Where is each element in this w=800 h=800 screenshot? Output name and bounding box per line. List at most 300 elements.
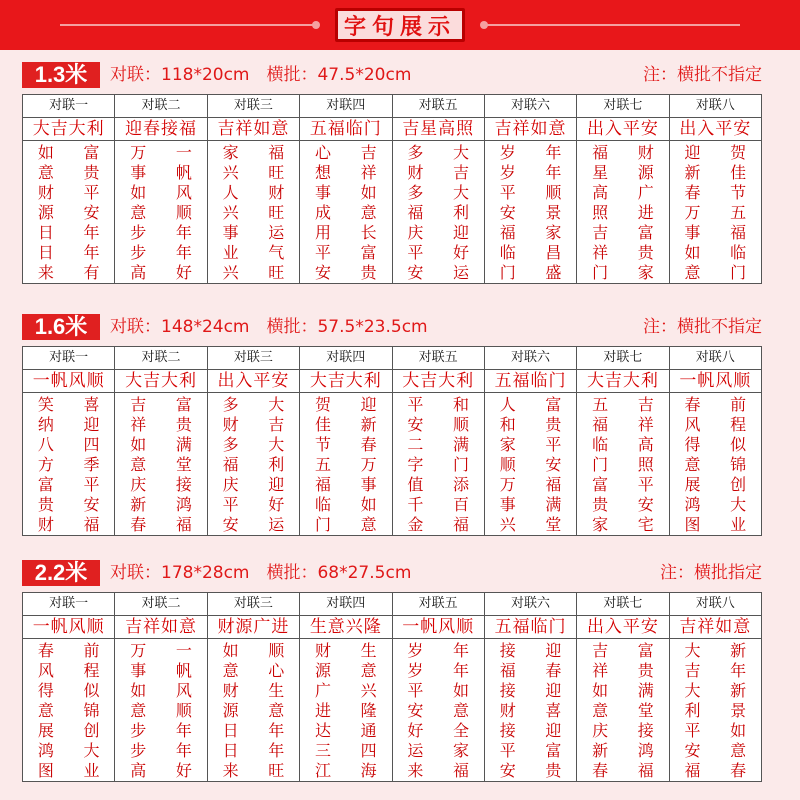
couplet-char: 平 [637,475,654,494]
couplet-char: 百 [453,495,470,514]
couplet-char: 贵 [545,415,562,434]
couplet-char: 岁 [499,163,516,182]
couplet-char: 福 [407,203,424,222]
couplet-char: 接 [499,641,516,660]
section-note: 注：横批指定 [660,563,762,583]
couplet-char: 贵 [83,163,100,182]
couplet-char: 心 [268,661,285,680]
couplet-char: 门 [314,515,331,534]
couplet-char: 大 [453,143,470,162]
couplet-column [577,347,669,535]
couplet-char: 新 [592,741,609,760]
couplet-label: 对联六 [485,95,576,118]
couplet-right-line [638,143,654,283]
couplet-char: 步 [130,223,147,242]
couplet-char: 创 [83,721,100,740]
couplet-char: 高 [130,761,147,780]
couplet-char: 庆 [130,475,147,494]
couplet-char: 运 [407,741,424,760]
section-note: 注：横批不指定 [643,65,762,85]
couplet-left-line [38,143,54,283]
couplet-char: 门 [453,455,470,474]
couplet-char: 意 [453,701,470,720]
couplet-char: 佳 [730,163,747,182]
couplet-label: 对联二 [115,593,206,616]
couplet-char: 来 [222,761,239,780]
couplet-left-line [315,395,331,535]
couplet-char: 平 [83,183,100,202]
couplet-char: 如 [730,721,747,740]
couplet-char: 满 [175,435,192,454]
couplet-label: 对联二 [115,95,206,118]
couplet-char: 五 [592,395,609,414]
couplet-label: 对联三 [208,95,299,118]
couplet-label: 对联六 [485,347,576,370]
couplet-char: 临 [314,495,331,514]
couplet-label: 对联八 [670,95,761,118]
couplet-char: 来 [37,263,54,282]
couplet-char: 迎 [545,681,562,700]
couplet-char: 福 [637,761,654,780]
couplet-label: 对联三 [208,593,299,616]
couplet-char: 财 [499,701,516,720]
couplet-char: 好 [175,761,192,780]
couplet-char: 事 [360,475,377,494]
horizontal-scroll-text: 财源广进 [208,616,299,639]
couplet-char: 图 [684,515,701,534]
top-banner [0,0,800,50]
couplet-left-line [684,395,700,535]
couplet-char: 富 [637,641,654,660]
couplet-char: 利 [453,203,470,222]
couplet-char: 祥 [130,415,147,434]
couplet-pair [115,639,206,781]
couplet-char: 贺 [730,143,747,162]
horizontal-scroll-text: 一帆风顺 [23,616,114,639]
couplet-char: 平 [499,183,516,202]
couplet-char: 顺 [453,415,470,434]
couplet-char: 利 [684,701,701,720]
couplet-left-line [38,395,54,535]
couplet-char: 好 [453,243,470,262]
couplet-pair [485,393,576,535]
couplet-char: 笑 [37,395,54,414]
couplet-char: 步 [130,721,147,740]
size-spec: 对联：118*20cm 横批：47.5*20cm [110,65,412,85]
couplet-grid [22,94,762,284]
couplet-column [577,593,669,781]
size-badge: 1.3米 [22,62,100,88]
couplet-char: 图 [37,761,54,780]
couplet-char: 安 [407,263,424,282]
couplet-char: 贵 [37,495,54,514]
couplet-pair [208,141,299,283]
couplet-char: 安 [83,495,100,514]
couplet-char: 祥 [360,163,377,182]
couplet-char: 年 [175,243,192,262]
couplet-char: 迎 [545,721,562,740]
couplet-char: 顺 [499,455,516,474]
couplet-char: 事 [130,661,147,680]
couplet-char: 春 [130,515,147,534]
couplet-char: 顺 [175,701,192,720]
horizontal-scroll-text: 吉祥如意 [115,616,206,639]
couplet-label: 对联一 [23,593,114,616]
horizontal-scroll-text: 吉星高照 [393,118,484,141]
couplet-char: 事 [314,183,331,202]
couplet-left-line [223,641,239,781]
couplet-label: 对联六 [485,593,576,616]
couplet-char: 如 [130,435,147,454]
couplet-char: 节 [314,435,331,454]
couplet-label: 对联八 [670,347,761,370]
couplet-char: 新 [730,641,747,660]
couplet-char: 旺 [268,203,285,222]
couplet-char: 得 [37,681,54,700]
couplet-column [115,347,207,535]
couplet-label: 对联一 [23,95,114,118]
couplet-char: 喜 [83,395,100,414]
couplet-char: 年 [175,721,192,740]
couplet-right-line [638,641,654,781]
couplet-char: 如 [37,143,54,162]
couplet-char: 星 [592,163,609,182]
couplet-char: 帆 [175,163,192,182]
couplet-pair [300,141,391,283]
couplet-char: 意 [360,661,377,680]
couplet-char: 家 [499,435,516,454]
couplet-column [393,95,485,283]
couplet-char: 意 [130,203,147,222]
page-title: 字句展示 [343,13,456,40]
couplet-char: 贵 [637,661,654,680]
couplet-char: 利 [268,455,285,474]
couplet-char: 财 [37,183,54,202]
couplet-right-line [545,143,561,283]
couplet-char: 一 [175,641,192,660]
couplet-char: 庆 [407,223,424,242]
horizontal-scroll-text: 大吉大利 [115,370,206,393]
couplet-label: 对联五 [393,347,484,370]
couplet-left-line [592,395,608,535]
couplet-char: 前 [730,395,747,414]
couplet-char: 高 [130,263,147,282]
couplet-char: 福 [453,761,470,780]
couplet-char: 如 [222,641,239,660]
couplet-char: 堂 [175,455,192,474]
couplet-char: 贺 [314,395,331,414]
couplet-char: 安 [314,263,331,282]
couplet-left-line [684,641,700,781]
couplet-char: 步 [130,741,147,760]
couplet-char: 事 [130,163,147,182]
couplet-char: 贵 [360,263,377,282]
couplet-char: 祥 [592,243,609,262]
couplet-char: 意 [684,263,701,282]
couplet-char: 年 [175,741,192,760]
couplet-char: 富 [175,395,192,414]
couplet-char: 如 [130,183,147,202]
couplet-char: 贵 [545,761,562,780]
couplet-char: 源 [637,163,654,182]
couplet-char: 进 [314,701,331,720]
horizontal-scroll-text: 五福临门 [485,370,576,393]
couplet-char: 平 [222,495,239,514]
couplet-char: 旺 [268,761,285,780]
couplet-char: 业 [222,243,239,262]
section-header [22,560,762,586]
couplet-grid [22,346,762,536]
couplet-char: 兴 [360,681,377,700]
couplet-char: 财 [268,183,285,202]
couplet-char: 满 [545,495,562,514]
couplet-label: 对联七 [577,593,668,616]
couplet-char: 平 [684,721,701,740]
couplet-char: 堂 [545,515,562,534]
section-header [22,62,762,88]
couplet-char: 春 [684,183,701,202]
horizontal-scroll-text: 大吉大利 [23,118,114,141]
couplet-pair [23,393,114,535]
couplet-char: 祥 [637,415,654,434]
couplet-char: 安 [222,515,239,534]
couplet-column [485,347,577,535]
couplet-char: 隆 [360,701,377,720]
couplet-column [115,593,207,781]
couplet-char: 门 [592,263,609,282]
couplet-char: 平 [499,741,516,760]
couplet-right-line [453,395,469,535]
couplet-pair [115,141,206,283]
couplet-char: 意 [360,203,377,222]
horizontal-scroll-text: 一帆风顺 [670,370,761,393]
couplet-char: 安 [407,701,424,720]
couplet-char: 金 [407,515,424,534]
couplet-char: 安 [684,741,701,760]
couplet-char: 兴 [222,163,239,182]
couplet-char: 广 [314,681,331,700]
couplet-char: 节 [730,183,747,202]
couplet-char: 福 [684,761,701,780]
couplet-char: 贵 [175,415,192,434]
couplet-char: 日 [37,243,54,262]
couplet-left-line [223,143,239,283]
couplet-column [300,347,392,535]
horizontal-scroll-text: 五福临门 [485,616,576,639]
couplet-char: 五 [730,203,747,222]
couplet-left-line [38,641,54,781]
couplet-column [208,347,300,535]
couplet-char: 年 [175,223,192,242]
couplet-column [300,95,392,283]
couplet-pair [23,639,114,781]
couplet-right-line [176,395,192,535]
couplet-char: 万 [360,455,377,474]
couplet-char: 高 [592,183,609,202]
horizontal-scroll-text: 一帆风顺 [393,616,484,639]
couplet-char: 财 [222,681,239,700]
couplet-char: 鸿 [684,495,701,514]
couplet-left-line [130,641,146,781]
couplet-char: 意 [684,455,701,474]
couplet-pair [393,639,484,781]
couplet-left-line [223,395,239,535]
couplet-char: 千 [407,495,424,514]
couplet-right-line [84,641,100,781]
horizontal-scroll-text: 吉祥如意 [670,616,761,639]
couplet-char: 如 [453,681,470,700]
couplet-char: 福 [314,475,331,494]
couplet-column [23,593,115,781]
couplet-char: 江 [314,761,331,780]
couplet-char: 帆 [175,661,192,680]
horizontal-scroll-text: 出入平安 [577,616,668,639]
couplet-char: 岁 [407,661,424,680]
couplet-char: 风 [175,183,192,202]
couplet-char: 春 [37,641,54,660]
couplet-char: 福 [83,515,100,534]
couplet-char: 如 [130,681,147,700]
couplet-char: 吉 [592,641,609,660]
couplet-char: 年 [453,661,470,680]
decorative-line-right [485,24,740,26]
couplet-char: 家 [637,263,654,282]
couplet-column [23,347,115,535]
couplet-char: 福 [592,415,609,434]
couplet-char: 接 [637,721,654,740]
couplet-char: 庆 [592,721,609,740]
couplet-right-line [453,143,469,283]
couplet-char: 日 [222,721,239,740]
couplet-char: 事 [222,223,239,242]
couplet-char: 顺 [545,183,562,202]
couplet-char: 意 [130,455,147,474]
couplet-char: 鸿 [637,741,654,760]
couplet-char: 日 [37,223,54,242]
couplet-char: 意 [360,515,377,534]
couplet-char: 平 [83,475,100,494]
couplet-right-line [84,395,100,535]
couplet-char: 平 [545,435,562,454]
couplet-char: 福 [730,223,747,242]
couplet-char: 似 [730,435,747,454]
couplet-char: 大 [453,183,470,202]
couplet-char: 门 [730,263,747,282]
couplet-char: 气 [268,243,285,262]
couplet-char: 堂 [637,701,654,720]
couplet-char: 万 [499,475,516,494]
couplet-char: 财 [314,641,331,660]
size-badge: 1.6米 [22,314,100,340]
couplet-char: 富 [360,243,377,262]
couplet-pair [208,639,299,781]
couplet-column [485,593,577,781]
couplet-right-line [268,395,284,535]
couplet-char: 景 [545,203,562,222]
couplet-char: 意 [222,661,239,680]
couplet-char: 新 [730,681,747,700]
couplet-char: 意 [37,701,54,720]
couplet-char: 家 [592,515,609,534]
couplet-char: 新 [130,495,147,514]
couplet-label: 对联四 [300,347,391,370]
couplet-char: 好 [175,263,192,282]
couplet-char: 海 [360,761,377,780]
couplet-char: 季 [83,455,100,474]
couplet-char: 平 [314,243,331,262]
couplet-left-line [130,143,146,283]
couplet-char: 旺 [268,263,285,282]
couplet-left-line [315,641,331,781]
couplet-char: 锦 [83,701,100,720]
couplet-char: 迎 [684,143,701,162]
couplet-char: 财 [222,415,239,434]
couplet-char: 迎 [83,415,100,434]
couplet-char: 纳 [37,415,54,434]
couplet-char: 来 [407,761,424,780]
page-title-box [335,8,465,42]
couplet-char: 年 [453,641,470,660]
couplet-right-line [545,395,561,535]
couplet-char: 大 [730,495,747,514]
couplet-char: 大 [83,741,100,760]
couplet-char: 程 [83,661,100,680]
couplet-char: 临 [499,243,516,262]
couplet-char: 大 [684,641,701,660]
couplet-char: 和 [499,415,516,434]
couplet-char: 源 [314,661,331,680]
couplet-char: 好 [407,721,424,740]
couplet-char: 一 [175,143,192,162]
couplet-char: 接 [499,721,516,740]
couplet-char: 年 [268,721,285,740]
couplet-char: 风 [37,661,54,680]
couplet-label: 对联二 [115,347,206,370]
couplet-char: 吉 [637,395,654,414]
couplet-left-line [500,641,516,781]
couplet-label: 对联三 [208,347,299,370]
couplet-label: 对联四 [300,95,391,118]
couplet-char: 好 [268,495,285,514]
couplet-char: 如 [684,243,701,262]
couplet-char: 祥 [592,661,609,680]
couplet-char: 接 [499,681,516,700]
horizontal-scroll-text: 大吉大利 [577,370,668,393]
section-header [22,314,762,340]
couplet-char: 富 [37,475,54,494]
couplet-char: 财 [637,143,654,162]
couplet-char: 家 [545,223,562,242]
couplet-char: 迎 [545,641,562,660]
couplet-label: 对联八 [670,593,761,616]
couplet-char: 福 [175,515,192,534]
couplet-char: 平 [407,243,424,262]
couplet-char: 岁 [499,143,516,162]
couplet-column [393,347,485,535]
couplet-column [393,593,485,781]
couplet-char: 福 [592,143,609,162]
couplet-char: 财 [407,163,424,182]
couplet-char: 如 [360,183,377,202]
couplet-char: 春 [592,761,609,780]
couplet-char: 佳 [314,415,331,434]
horizontal-scroll-text: 吉祥如意 [208,118,299,141]
couplet-char: 风 [684,415,701,434]
horizontal-scroll-text: 出入平安 [208,370,299,393]
couplet-char: 福 [453,515,470,534]
couplet-char: 运 [453,263,470,282]
couplet-char: 照 [592,203,609,222]
